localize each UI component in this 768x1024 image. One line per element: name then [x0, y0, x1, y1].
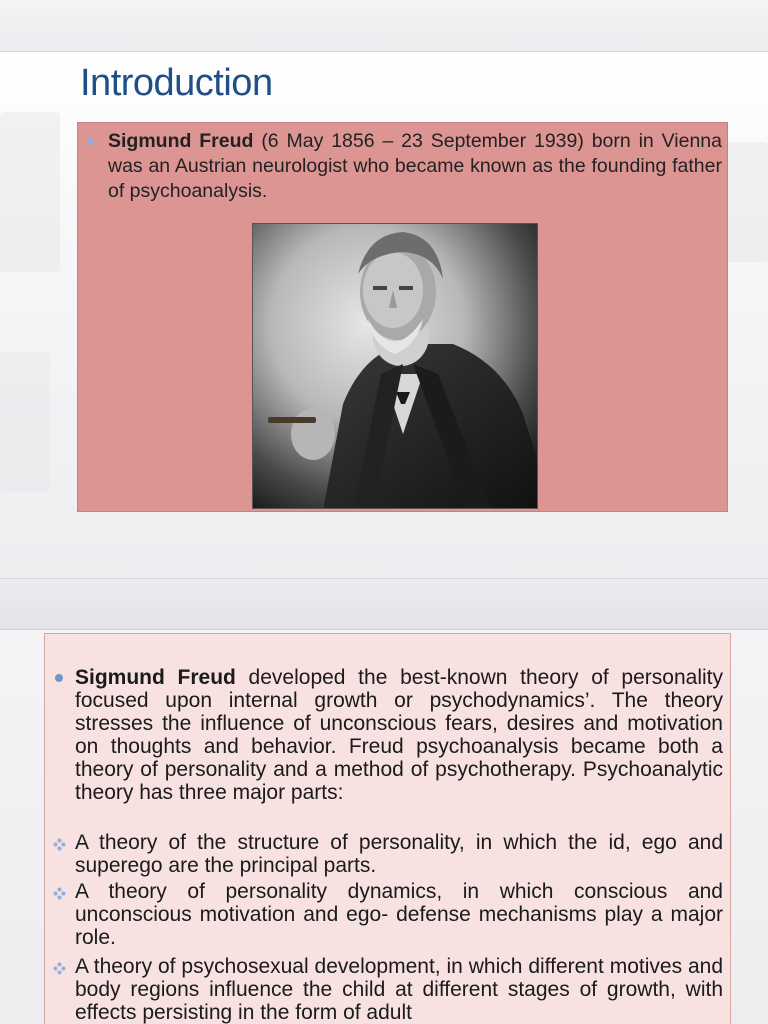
intro-content-box: [77, 122, 728, 512]
background-shape: [0, 112, 60, 272]
slide-separator: [0, 578, 768, 630]
bullet-dot-icon: [87, 138, 94, 145]
theory-text: developed the best-known theory of personality focused upon internal growth or psychodynamics’. The theory stresses the influence of unconscious fears, desires and motivation on thoughts and behavior. Freud psychoanalysis became both a theory of personality and a method of psychotherapy. Psychoanalytic theory has three major parts:: [75, 666, 723, 804]
slide-introduction: [0, 52, 768, 578]
top-band: [0, 0, 768, 52]
intro-bold-name: Sigmund Freud: [108, 130, 254, 152]
slide-title: Introduction: [80, 62, 273, 104]
intro-paragraph: [108, 129, 722, 204]
intro-text: (6 May 1856 – 23 September 1939) born in Vienna was an Austrian neurologist who became known as the founding father of psychoanalysis.: [108, 130, 723, 202]
diamond-bullet-icon: [53, 962, 66, 975]
theory-content-box: [44, 633, 731, 1024]
portrait-illustration: [253, 224, 538, 509]
diamond-bullet-icon: [53, 887, 66, 900]
background-shape: [0, 352, 50, 492]
theory-bold-name: Sigmund Freud: [75, 666, 236, 689]
diamond-bullet-icon: [53, 838, 66, 851]
sub-bullet-2: A theory of personality dynamics, in which conscious and unconscious motivation and ego- defense mechanisms play a major role.: [75, 880, 723, 949]
freud-portrait-photo: [252, 223, 538, 509]
theory-paragraph: [75, 666, 723, 804]
bullet-dot-icon: [55, 674, 63, 682]
slide-theory: [0, 630, 768, 1024]
sub-bullet-3: A theory of psychosexual development, in which different motives and body regions influence the child at different stages of growth, with effects persisting in the form of adult: [75, 955, 723, 1024]
sub-bullet-1: A theory of the structure of personality, in which the id, ego and superego are the principal parts.: [75, 831, 723, 877]
